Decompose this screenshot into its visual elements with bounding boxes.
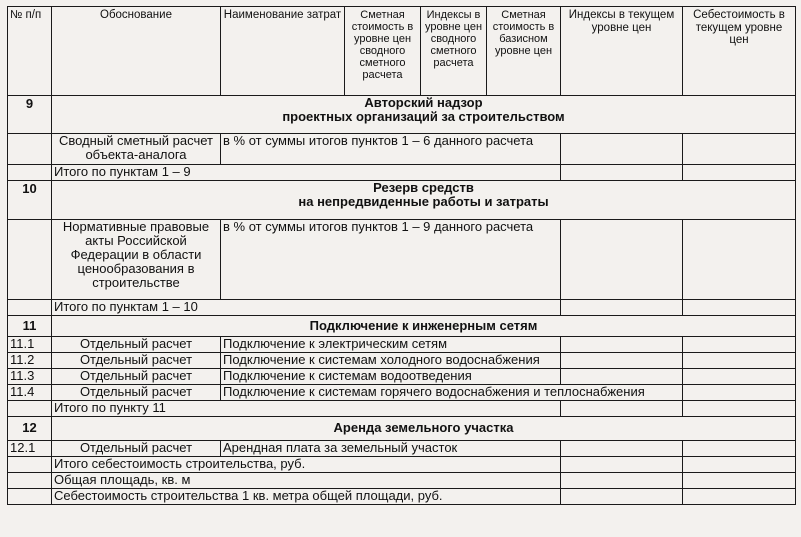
row-cost-current [683,385,796,401]
header-basis: Обоснование [52,7,221,96]
row-index-current [561,489,683,505]
row-basis: Сводный сметный расчет объекта-аналога [52,134,221,165]
row-total-label: Итого по пунктам 1 – 10 [52,300,561,316]
section-11-row [8,316,796,337]
header-cost-consolidated: Сметная стоимость в уровне цен сводного сметного расчета [345,7,421,96]
footer-total-cost-label: Итого себестоимость строительства, руб. [52,457,561,473]
row-name: Подключение к системам холодного водоснабжения [221,353,561,369]
row-index-current [561,134,683,165]
header-index-current: Индексы в текущем уровне цен [561,7,683,96]
row-name: Арендная плата за земельный участок [221,441,561,457]
section-11-total-row [8,401,796,417]
row-num [8,473,52,489]
row-num [8,489,52,505]
row-cost-current [683,369,796,385]
table-row [8,337,796,353]
row-total-label: Итого по пункту 11 [52,401,561,417]
header-name: Наименование затрат [221,7,345,96]
footer-total-area-row [8,473,796,489]
row-name: Подключение к системам водоотведения [221,369,561,385]
section-title-line1: Резерв средств [373,180,474,195]
section-9-detail-row [8,134,796,165]
row-cost-current [683,457,796,473]
row-basis: Отдельный расчет [52,369,221,385]
row-cost-current [683,134,796,165]
table-row [8,441,796,457]
footer-total-area-label: Общая площадь, кв. м [52,473,561,489]
footer-total-cost-row [8,457,796,473]
row-num: 11.1 [8,337,52,353]
row-name: Подключение к электрическим сетям [221,337,561,353]
footer-cost-per-m2-label: Себестоимость строительства 1 кв. метра общей площади, руб. [52,489,561,505]
section-title-line1: Авторский надзор [364,95,483,110]
section-title-line2: проектных организаций за строительством [282,109,565,124]
row-cost-current [683,337,796,353]
row-num: 11.2 [8,353,52,369]
table-row [8,385,796,401]
row-index-current [561,353,683,369]
header-cost-current: Себестоимость в текущем уровне цен [683,7,796,96]
row-index-current [561,300,683,316]
table-row [8,369,796,385]
row-index-current [561,369,683,385]
row-cost-current [683,165,796,181]
row-cost-current [683,489,796,505]
section-title-line2: на непредвиденные работы и затраты [298,194,549,209]
row-num: 12.1 [8,441,52,457]
row-note: в % от суммы итогов пунктов 1 – 6 данного расчета [221,134,561,165]
section-number: 9 [8,96,52,134]
row-name: Подключение к системам горячего водоснабжения и теплоснабжения [221,385,683,401]
section-number: 10 [8,181,52,220]
row-index-current [561,441,683,457]
row-basis: Нормативные правовые акты Российской Федерации в области ценообразования в строительстве [52,220,221,300]
cost-estimate-table [7,6,796,505]
row-index-current [561,473,683,489]
row-cost-current [683,353,796,369]
row-index-current [561,165,683,181]
row-cost-current [683,300,796,316]
section-12-row [8,417,796,441]
section-title [52,96,796,134]
row-total-label: Итого по пунктам 1 – 9 [52,165,561,181]
section-title [52,181,796,220]
section-10-total-row [8,300,796,316]
row-index-current [561,220,683,300]
header-cost-base: Сметная стоимость в базисном уровне цен [487,7,561,96]
section-number: 12 [8,417,52,441]
section-title: Подключение к инженерным сетям [52,316,796,337]
row-note: в % от суммы итогов пунктов 1 – 9 данного расчета [221,220,561,300]
row-num: 11.4 [8,385,52,401]
table-row [8,353,796,369]
row-num: 11.3 [8,369,52,385]
row-index-current [561,337,683,353]
row-num [8,457,52,473]
row-num [8,401,52,417]
section-10-detail-row [8,220,796,300]
row-basis: Отдельный расчет [52,353,221,369]
row-num [8,134,52,165]
row-num [8,165,52,181]
section-number: 11 [8,316,52,337]
footer-cost-per-m2-row [8,489,796,505]
row-index-current [561,457,683,473]
row-num [8,300,52,316]
row-basis: Отдельный расчет [52,337,221,353]
header-index-consolidated: Индексы в уровне цен сводного сметного расчета [421,7,487,96]
header-num: № п/п [8,7,52,96]
section-9-total-row [8,165,796,181]
row-cost-current [683,220,796,300]
row-index-current [561,401,683,417]
header-row [8,7,796,96]
row-basis: Отдельный расчет [52,385,221,401]
row-basis: Отдельный расчет [52,441,221,457]
section-title: Аренда земельного участка [52,417,796,441]
section-10-row [8,181,796,220]
row-cost-current [683,441,796,457]
row-num [8,220,52,300]
section-9-row [8,96,796,134]
row-cost-current [683,401,796,417]
row-cost-current [683,473,796,489]
